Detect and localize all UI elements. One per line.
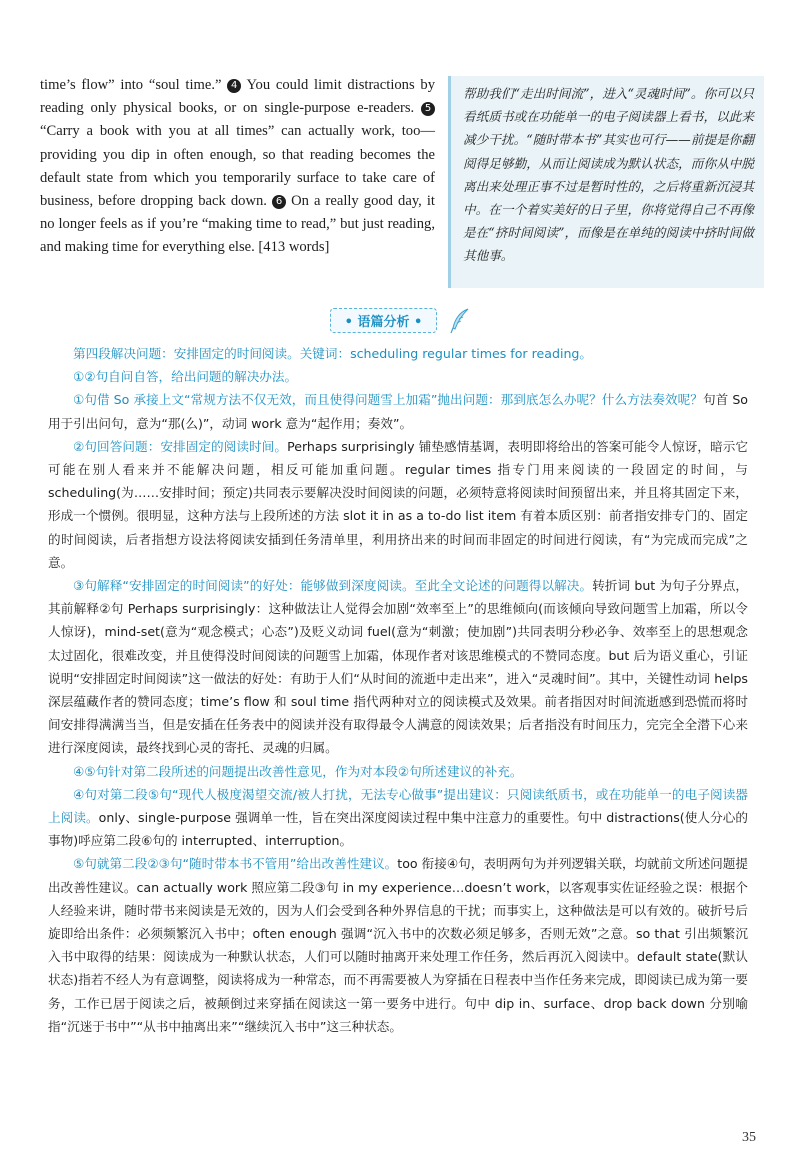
- english-paragraph: [40, 74, 435, 260]
- quill-pen-icon: [448, 308, 470, 334]
- section-header: [0, 304, 800, 338]
- reading-section: [40, 74, 760, 304]
- analysis-paragraph: [48, 435, 748, 574]
- page-number: 35: [742, 1130, 756, 1145]
- analysis-key-point: ②句回答问题：安排固定的阅读时间。: [73, 438, 288, 454]
- section-title-text: • 语篇分析 •: [344, 315, 423, 330]
- sentence-5: “Carry a book with you at all times” can actually work, too—providing you dip in often enough, so that reading becomes the default state from which you temporarily surface to take care of business, before dropping back down.: [40, 123, 435, 210]
- analysis-explanation: 句首 So 用于引出问句，意为“那(么)”，动词 work 意为“起作用；奏效”。: [48, 392, 749, 431]
- section-title: [330, 308, 438, 333]
- analysis-heading: 第四段解决问题：安排固定的时间阅读。关键词：scheduling regular times for reading。: [73, 346, 593, 361]
- sentence-6: On a really good day, it no longer feels as if you’re “making time to read,” but just reading, and making time for everything else. [413 words]: [40, 193, 435, 256]
- sentence-4: You could limit distractions by reading only physical books, or on single-purpose e-readers.: [40, 77, 435, 117]
- analysis-key-point: ①句借 So 承接上文“常规方法不仅无效，而且使得问题雪上加霜”抛出问题：那到底怎么办呢？什么方法奏效呢？: [73, 392, 703, 408]
- analysis-key-point: ③句解释“安排固定的时间阅读”的好处：能够做到深度阅读。至此全文论述的问题得以解决。: [73, 578, 593, 594]
- analysis-explanation: too 衔接④句，表明两句为并列逻辑关联，均就前文所述问题提出改善性建议。can actually work 照应第二段③句 in my experience…doesn’t work，以客观事实佐证经验之误：根据个人经验来讲，随时带书来阅读是无效的，因为人们会受到各种外界信息的干扰；而事实上，这种做法是可以有效的。破折号后旋即给出条件：必须频繁沉入书中；often enough 强调“沉入书中的次数必须足够多，否则无效”之意。so that 引出频繁沉入书中取得的结果：阅读成为一种默认状态，人们可以随时抽离开来处理工作任务，然后再沉入阅读中。default state(默认状态)指若不经人为有意调整，阅读将成为一种常态，而不再需要被人为穿插在日程表中当作任务来完成，即阅读已成为第一要务，工作已居于阅读之后，被颠倒过来穿插在阅读这一第一要务中进行。句中 dip in、surface、drop back down 分别喻指“沉迷于书中”“从书中抽离出来”“继续沉入书中”这三种状态。: [48, 856, 748, 1034]
- sentence-number-6: 6: [272, 195, 286, 209]
- analysis-explanation: 转折词 but 为句子分界点，其前解释②句 Perhaps surprisingly：这种做法让人觉得会加剧“效率至上”的思维倾向(而该倾向导致问题雪上加霜，所以令人惊讶)，mind-set(意为“观念模式；心态”)及贬义动词 fuel(意为“刺激；使加剧”)共同表明分秒必争、效率至上的思想观念太过固化，很难改变，并且使得没时间阅读的问题雪上加霜，体现作者对该思维模式的不赞同态度。but 后为语义重心，引证说明“安排固定时间阅读”这一做法的好处：有助于人们“从时间的流逝中走出来”，进入“灵魂时间”。其中，关键性动词 helps 深层蕴藏作者的赞同态度；time’s flow 和 soul time 指代两种对立的阅读模式及效果。前者指因对时间流逝感到恐慌而将时间安排得满满当当，但是安插在任务表中的阅读并没有取得最令人满意的阅读效果；后者指没有时间压力，完完全全潜下心来进行深度阅读，最终找到心灵的寄托、灵魂的归属。: [48, 578, 749, 756]
- analysis-point: ①②句自问自答，给出问题的解决办法。: [73, 369, 298, 385]
- analysis-point: ④⑤句针对第二段所述的问题提出改善性意见，作为对本段②句所述建议的补充。: [73, 763, 523, 779]
- sentence-number-5: 5: [421, 102, 435, 116]
- translation-box: [448, 76, 764, 288]
- english-passage: [40, 74, 435, 260]
- analysis-paragraph: [48, 852, 748, 1038]
- sentence-number-4: 4: [227, 79, 241, 93]
- analysis-key-point: ④句对第二段⑤句“现代人极度渴望交流/被人打扰，无法专心做事”提出建议：只阅读纸质书，或在功能单一的电子阅读器上阅读。: [48, 786, 748, 826]
- sentence-fragment: time’s flow” into “soul time.”: [40, 77, 222, 93]
- analysis-explanation: Perhaps surprisingly 铺垫感情基调，表明即将给出的答案可能令人惊讶，暗示它可能在别人看来并不能解决问题，相反可能加重问题。regular times 指专门用来阅读的一段固定的时间，与 scheduling(为……安排时间；预定)共同表示要解决没时间阅读的问题，必须特意将阅读时间预留出来，并且将其固定下来，形成一个惯例。很明显，这种方法与上段所述的方法 slot it in as a to-do list item 有着本质区别：前者指安排专门的、固定的时间阅读，后者指想方设法将阅读安插到任务清单里，利用挤出来的时间而非固定的时间进行阅读，有“为完成而完成”之意。: [48, 438, 748, 570]
- analysis-key-point: ⑤句就第二段②③句“随时带本书不管用”给出改善性建议。: [73, 856, 398, 872]
- analysis-paragraph: [48, 574, 748, 760]
- analysis-paragraph: [48, 783, 748, 853]
- analysis-explanation: only、single-purpose 强调单一性，旨在突出深度阅读过程中集中注意力的重要性。句中 distractions(使人分心的事物)呼应第二段⑥句的 interrupted、interruption。: [48, 810, 749, 849]
- analysis-section: [48, 342, 748, 1038]
- translation-text: 帮助我们“走出时间流”，进入“灵魂时间”。你可以只看纸质书或在功能单一的电子阅读器上看书，以此来减少干扰。“随时带本书”其实也可行——前提是你翻阅得足够勤，从而让阅读成为默认状态，而你从中脱离出来处理正事不过是暂时性的，之后将重新沉浸其中。在一个着实美好的日子里，你将觉得自己不再像是在“挤时间阅读”，而像是在单纯的阅读中挤时间做其他事。: [463, 86, 754, 264]
- analysis-paragraph: [48, 388, 748, 434]
